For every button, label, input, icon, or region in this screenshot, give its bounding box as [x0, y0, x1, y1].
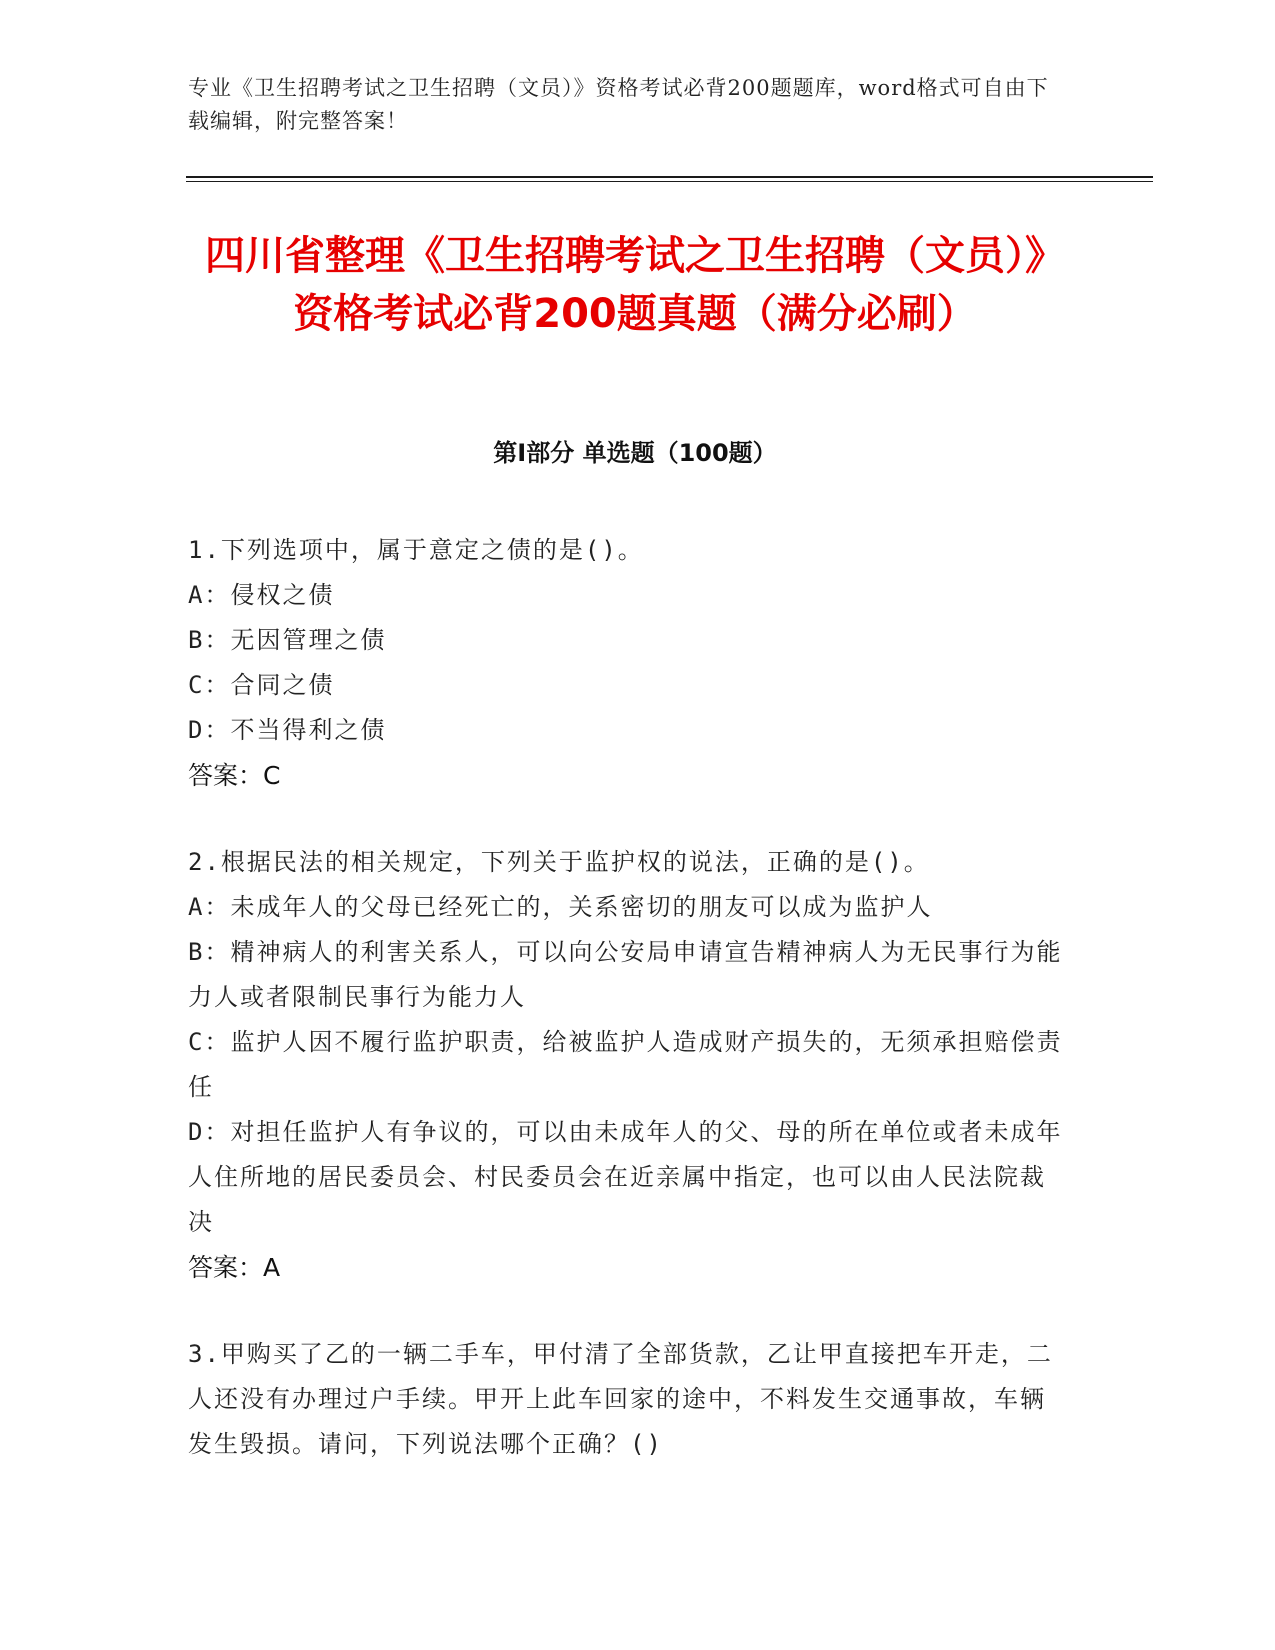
option-b: B：无因管理之债 [188, 626, 387, 654]
option-a: A：侵权之债 [188, 581, 335, 609]
answer: 答案：C [188, 761, 281, 790]
option-c: C：合同之债 [188, 671, 335, 699]
header-divider-thick [186, 176, 1153, 178]
option-b: B：精神病人的利害关系人，可以向公安局申请宣告精神病人为无民事行为能力人或者限制民事行为能力人 [188, 938, 1063, 1011]
question-list [188, 528, 1068, 1509]
header-note: 专业《卫生招聘考试之卫生招聘（文员）》资格考试必背200题题库，word格式可自由下载编辑，附完整答案！ [188, 76, 1049, 133]
option-c: C：监护人因不履行监护职责，给被监护人造成财产损失的，无须承担赔偿责任 [188, 1028, 1063, 1101]
question-stem: 1.下列选项中，属于意定之债的是()。 [188, 536, 644, 564]
option-d: D：不当得利之债 [188, 716, 387, 744]
option-a: A：未成年人的父母已经死亡的，关系密切的朋友可以成为监护人 [188, 893, 933, 921]
question-3 [188, 1332, 1068, 1467]
question-1 [188, 528, 1068, 798]
question-stem: 2.根据民法的相关规定，下列关于监护权的说法，正确的是()。 [188, 848, 930, 876]
header-divider-thin [186, 181, 1153, 182]
document-title: 四川省整理《卫生招聘考试之卫生招聘（文员）》资格考试必背200题真题（满分必刷） [205, 233, 1065, 337]
question-2 [188, 840, 1068, 1290]
question-stem: 3.甲购买了乙的一辆二手车，甲付清了全部货款，乙让甲直接把车开走，二人还没有办理过户手续。甲开上此车回家的途中，不料发生交通事故，车辆发生毁损。请问，下列说法哪个正确？() [188, 1340, 1053, 1458]
answer: 答案：A [188, 1253, 281, 1282]
option-d: D：对担任监护人有争议的，可以由未成年人的父、母的所在单位或者未成年人住所地的居民委员会、村民委员会在近亲属中指定，也可以由人民法院裁决 [188, 1118, 1063, 1236]
section-title: 第I部分 单选题（100题） [493, 439, 777, 467]
